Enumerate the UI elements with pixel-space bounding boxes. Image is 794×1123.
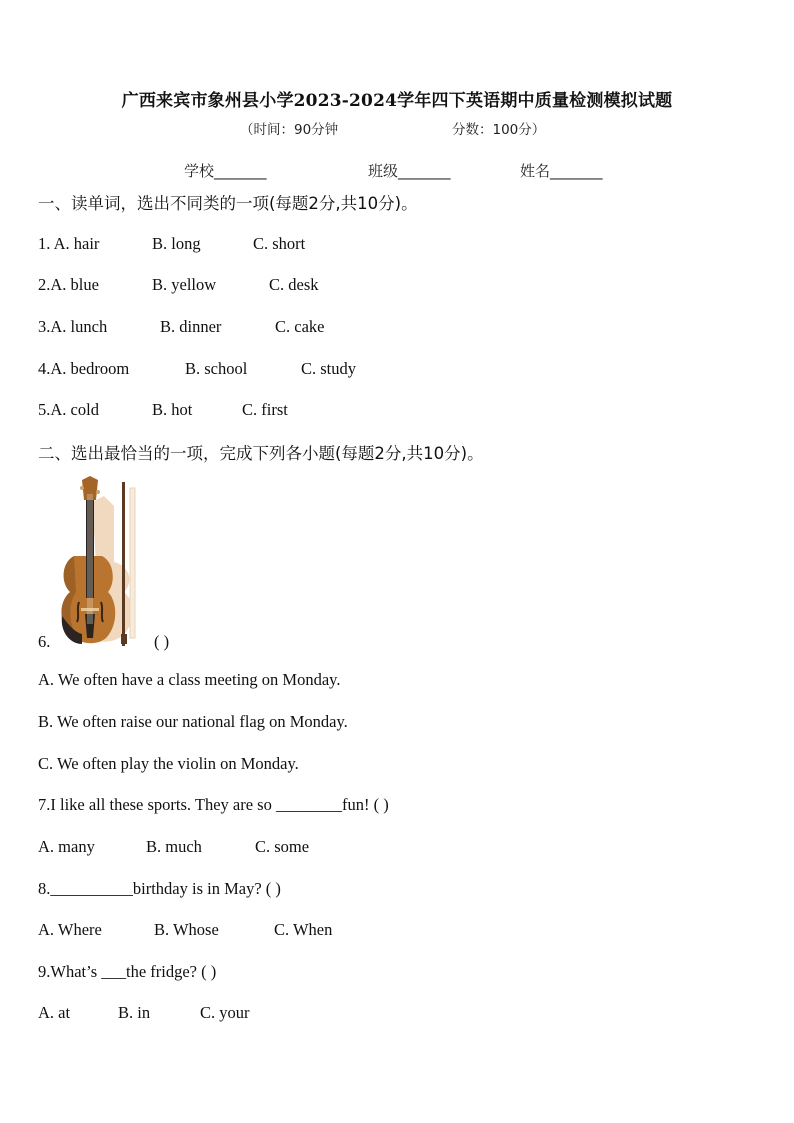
q8-option-a: A. Where xyxy=(38,920,102,939)
q6-option-a: A. We often have a class meeting on Monday. xyxy=(38,670,341,689)
exam-score: 分数：100分） xyxy=(452,122,546,138)
q3-option-a: 3.A. lunch xyxy=(38,317,108,336)
q9-option-c: C. your xyxy=(200,1003,250,1022)
q6-option-b: B. We often raise our national flag on Monday. xyxy=(38,712,348,731)
q7-option-c: C. some xyxy=(255,837,310,856)
q1-option-c: C. short xyxy=(253,234,306,253)
section1-heading: 一、读单词，选出不同类的一项(每题2分,共10分)。 xyxy=(38,194,418,213)
q2-option-c: C. desk xyxy=(269,275,319,294)
q8-option-b: B. Whose xyxy=(154,920,219,939)
exam-time: （时间：90分钟 xyxy=(240,122,339,138)
q4-option-a: 4.A. bedroom xyxy=(38,359,130,378)
name-field: 姓名_______ xyxy=(520,162,603,180)
q7-option-b: B. much xyxy=(146,837,202,856)
q5-option-a: 5.A. cold xyxy=(38,400,99,419)
q7-option-a: A. many xyxy=(38,837,95,856)
q9-option-a: A. at xyxy=(38,1003,71,1022)
exam-title: 广西来宾市象州县小学2023-2024学年四下英语期中质量检测模拟试题 xyxy=(121,91,673,111)
q7-stem: 7.I like all these sports. They are so ________fun! ( ) xyxy=(38,795,389,814)
q3-option-b: B. dinner xyxy=(160,317,222,336)
q6-option-c: C. We often play the violin on Monday. xyxy=(38,754,299,773)
q3-option-c: C. cake xyxy=(275,317,325,336)
q5-option-c: C. first xyxy=(242,400,288,419)
q6-number: 6. xyxy=(38,632,51,651)
bow-stick xyxy=(122,482,125,646)
q1-option-b: B. long xyxy=(152,234,201,253)
section2-heading: 二、选出最恰当的一项，完成下列各小题(每题2分,共10分)。 xyxy=(38,444,484,463)
q6-answer-paren: ( ) xyxy=(154,632,170,651)
q8-stem: 8.__________birthday is in May? ( ) xyxy=(38,879,281,898)
class-field: 班级_______ xyxy=(368,162,451,180)
q4-option-b: B. school xyxy=(185,359,248,378)
q8-option-c: C. When xyxy=(274,920,333,939)
q1-option-a: 1. A. hair xyxy=(38,234,100,253)
q9-option-b: B. in xyxy=(118,1003,151,1022)
q2-option-a: 2.A. blue xyxy=(38,275,99,294)
q2-option-b: B. yellow xyxy=(152,275,217,294)
school-field: 学校_______ xyxy=(184,162,267,180)
q9-stem: 9.What’s ___the fridge? ( ) xyxy=(38,962,217,981)
q5-option-b: B. hot xyxy=(152,400,193,419)
violin-image xyxy=(52,474,152,650)
q4-option-c: C. study xyxy=(301,359,357,378)
